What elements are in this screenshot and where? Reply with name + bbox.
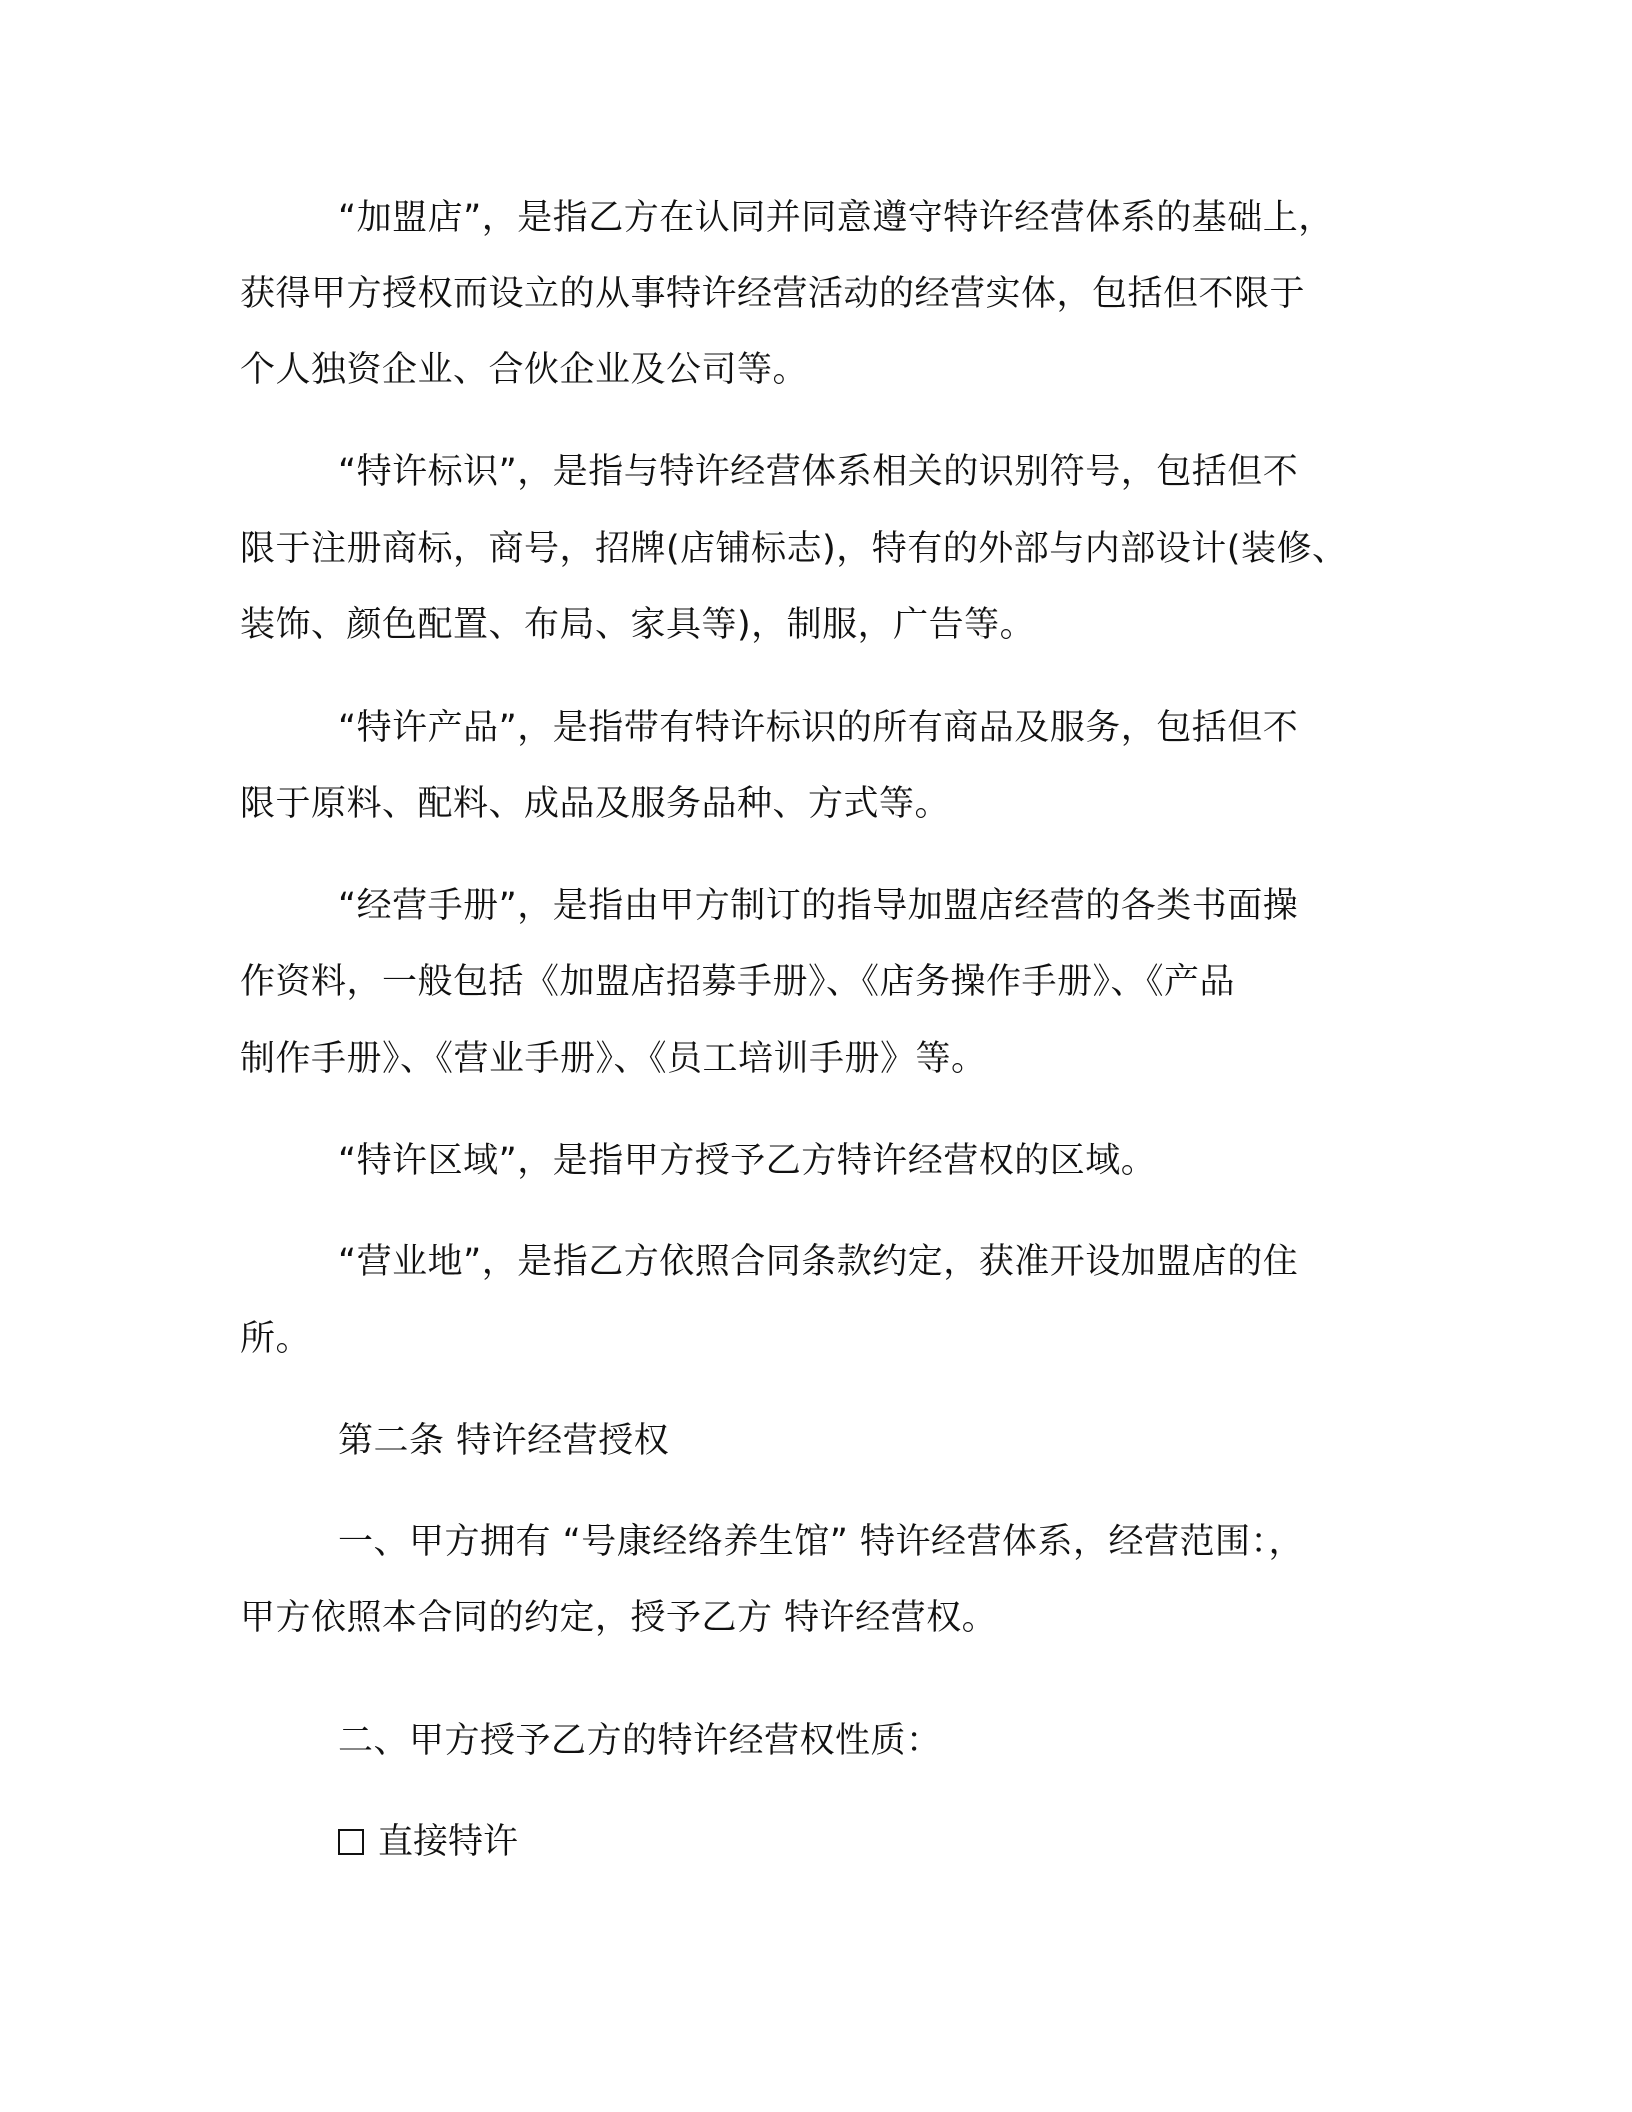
para-franchise-store-line-2: 获得甲方授权而设立的从事特许经营活动的经营实体，包括但不限于 [240, 274, 1306, 314]
para-franchise-product-line-2: 限于原料、配料、成品及服务品种、方式等。 [240, 784, 951, 824]
para-operations-manual-line-3: 制作手册》、《营业手册》、《员工培训手册》等。 [240, 1039, 987, 1079]
para-operations-manual-line-2: 作资料，一般包括《加盟店招募手册》、《店务操作手册》、《产品 [240, 962, 1236, 1002]
clause-one-line-1: 一、甲方拥有 “号康经络养生馆” 特许经营体系，经营范围：， [338, 1522, 1305, 1562]
para-franchise-store-line-1: “加盟店”，是指乙方在认同并同意遵守特许经营体系的基础上， [338, 198, 1334, 238]
para-business-site-line-2: 所。 [240, 1319, 312, 1359]
para-operations-manual-line-1: “经营手册”，是指由甲方制订的指导加盟店经营的各类书面操 [338, 886, 1299, 926]
option-direct-franchise-label: 直接特许 [378, 1822, 519, 1862]
para-franchise-mark-line-3: 装饰、颜色配置、布局、家具等)，制服，广告等。 [240, 605, 1036, 645]
para-business-site-line-1: “营业地”，是指乙方依照合同条款约定，获准开设加盟店的住 [338, 1242, 1299, 1282]
para-franchise-mark-line-2: 限于注册商标，商号，招牌(店铺标志)，特有的外部与内部设计(装修、 [240, 529, 1348, 569]
para-franchise-product-line-1: “特许产品”，是指带有特许标识的所有商品及服务，包括但不 [338, 708, 1299, 748]
option-direct-franchise[interactable] [338, 1818, 518, 1866]
clause-one-line-2: 甲方依照本合同的约定，授予乙方 特许经营权。 [240, 1598, 998, 1638]
para-franchise-store-line-3: 个人独资企业、合伙企业及公司等。 [240, 350, 809, 390]
article-heading: 第二条 特许经营授权 [338, 1421, 670, 1461]
clause-two: 二、甲方授予乙方的特许经营权性质： [338, 1721, 942, 1761]
para-franchise-area-line-1: “特许区域”，是指甲方授予乙方特许经营权的区域。 [338, 1141, 1157, 1181]
checkbox-icon[interactable] [338, 1829, 364, 1855]
para-franchise-mark-line-1: “特许标识”，是指与特许经营体系相关的识别符号，包括但不 [338, 452, 1299, 492]
